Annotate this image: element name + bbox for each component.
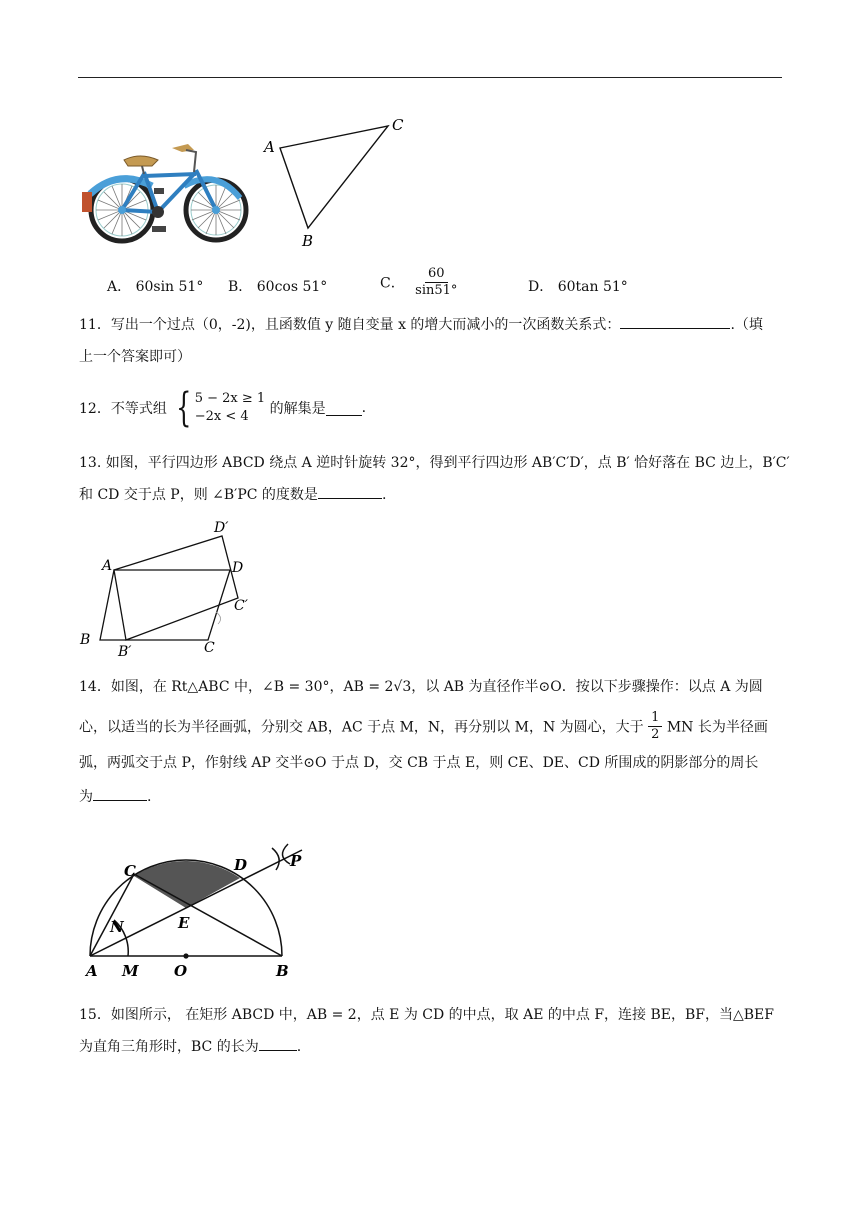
label-c: C (204, 640, 215, 656)
q14-line3: 弧，两弧交于点 P，作射线 AP 交半⊙O 于点 D，交 CB 于点 E，则 CE、DE、CD 所围成的阴影部分的周长 (79, 755, 759, 771)
label-m: M (122, 962, 139, 980)
q15-line1: 15．如图所示， 在矩形 ABCD 中，AB = 2，点 E 为 CD 的中点，取 AE 的中点 F，连接 BE，BF，当△BEF (79, 1007, 774, 1023)
q14-line1: 14．如图，在 Rt△ABC 中，∠B = 30°，AB = 2√3，以 AB 为直径作半⊙O．按以下步骤操作：以点 A 为圆 (79, 679, 763, 695)
option-c-numerator: 60 (425, 266, 448, 283)
q12-line: 12．不等式组 { 5 − 2x ≥ 1 −2x < 4 的解集是 . (79, 385, 367, 431)
q15-line2: 为直角三角形时，BC 的长为 . (79, 1036, 301, 1056)
q11-answer-blank[interactable] (620, 314, 730, 329)
q14-answer-blank[interactable] (93, 786, 147, 801)
semicircle-figure (76, 842, 316, 982)
q15-answer-blank[interactable] (259, 1036, 297, 1051)
center-o (183, 953, 188, 958)
option-c: C． $\frac{60}{\sin 51^\circ}$ (380, 266, 458, 298)
bicycle-illustration (78, 138, 250, 246)
label-b: B (80, 632, 91, 648)
option-b: B． 60cos 51° (228, 279, 328, 295)
q14-fraction: $\frac{1}{2}$ (648, 710, 662, 743)
parallelogram-ab1c1d1 (114, 536, 238, 640)
arc-p1 (272, 848, 279, 870)
parallelogram-figure (76, 514, 266, 660)
label-d: D (232, 560, 244, 576)
q11-line1: 11．写出一个过点（0，-2)，且函数值 y 随自变量 x 的增大而减小的一次函数关系式： .（填 (79, 314, 763, 334)
q13-line1: 13. 如图，平行四边形 ABCD 绕点 A 逆时针旋转 32°，得到平行四边形 AB′C′D′，点 B′ 恰好落在 BC 边上，B′C′ (79, 455, 790, 471)
label-d1: D′ (214, 520, 229, 536)
label-c: C (124, 862, 136, 880)
q11-line2: 上一个答案即可） (79, 349, 191, 365)
label-p: P (290, 852, 302, 870)
arc-p2 (282, 844, 290, 864)
q12-inequality-system: { 5 − 2x ≥ 1 −2x < 4 (176, 385, 266, 431)
label-n: N (110, 918, 124, 936)
label-c1: C′ (234, 598, 248, 614)
option-d: D． 60tan 51° (528, 279, 628, 295)
label-b: B (276, 962, 289, 980)
q13-answer-blank[interactable] (318, 484, 382, 499)
label-a: A (86, 962, 98, 980)
label-b1: B′ (118, 644, 132, 660)
triangle-abc (280, 126, 388, 228)
label-b: B (302, 232, 314, 250)
q12-answer-blank[interactable] (326, 401, 362, 416)
q12-row1: 5 − 2x ≥ 1 (194, 391, 266, 406)
option-a: A． 60sin 51° (107, 279, 204, 295)
option-c-denominator: sin51° (415, 283, 458, 298)
label-a: A (264, 138, 275, 156)
q13-line2: 和 CD 交于点 P，则 ∠B′PC 的度数是 . (79, 484, 386, 504)
label-o: O (174, 962, 188, 980)
triangle-figure (258, 112, 418, 252)
q12-row2: −2x < 4 (194, 409, 249, 424)
q14-line4: 为 . (79, 786, 151, 806)
q14-line2: 心，以适当的长为半径画弧，分别交 AB，AC 于点 M，N，再分别以 M，N 为圆心，大于 $\frac{1}{2}$ MN 长为半径画 (79, 710, 768, 742)
label-a: A (102, 558, 113, 574)
label-e: E (178, 914, 190, 932)
header-rule (78, 77, 782, 78)
label-d: D (234, 856, 248, 874)
label-c: C (392, 116, 404, 134)
